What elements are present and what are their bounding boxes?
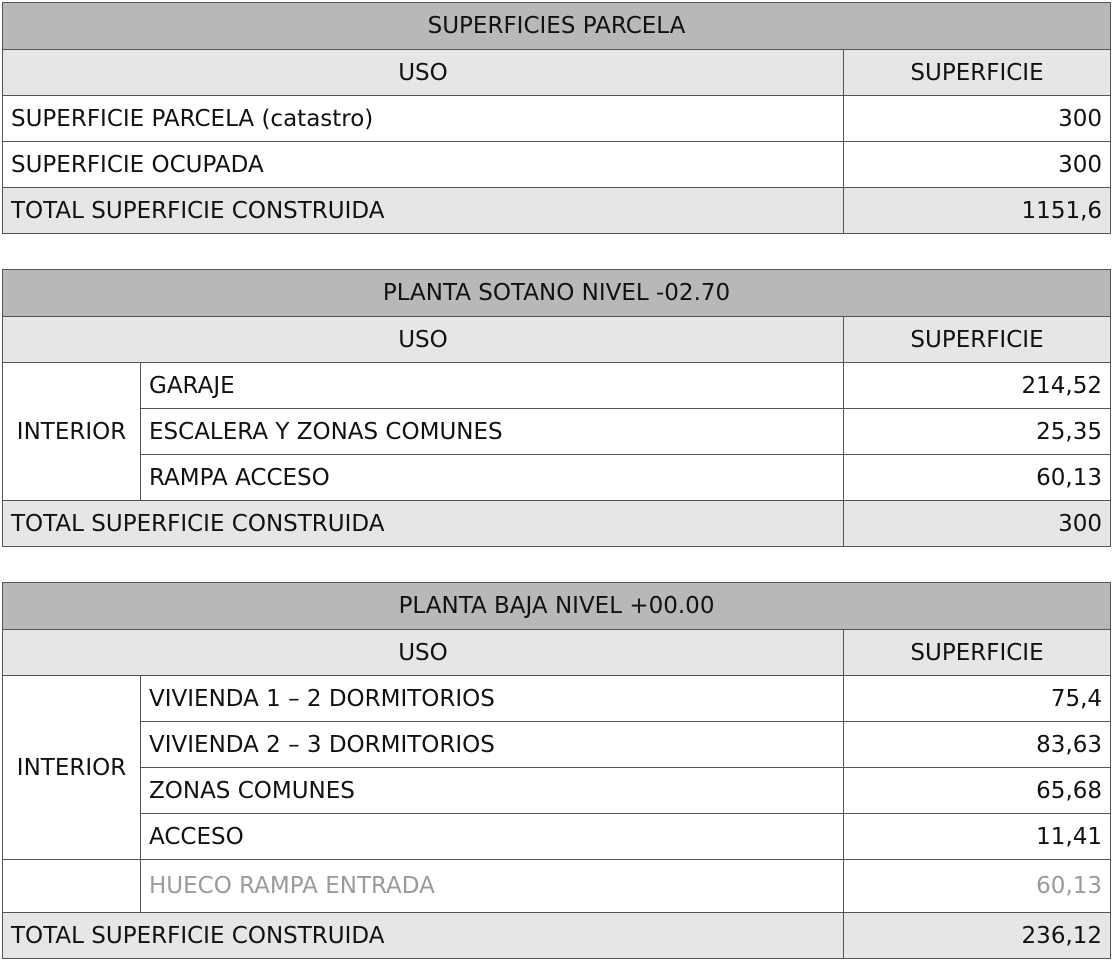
row-value: 25,35 (844, 409, 1111, 455)
table-row (3, 814, 1111, 860)
excluded-row (3, 860, 1111, 913)
table-header-row (3, 630, 1111, 676)
total-label: TOTAL SUPERFICIE CONSTRUIDA (3, 913, 844, 959)
table-row (3, 363, 1111, 409)
row-label: ACCESO (141, 814, 844, 860)
table-row (3, 676, 1111, 722)
row-label: ESCALERA Y ZONAS COMUNES (141, 409, 844, 455)
row-value: 75,4 (844, 676, 1111, 722)
row-label: HUECO RAMPA ENTRADA (141, 860, 844, 913)
total-label: TOTAL SUPERFICIE CONSTRUIDA (3, 501, 844, 547)
table-title-row (3, 3, 1111, 50)
table-header-row (3, 317, 1111, 363)
empty-cell (3, 860, 141, 913)
group-label: INTERIOR (3, 363, 141, 501)
row-label: SUPERFICIE OCUPADA (3, 142, 844, 188)
group-label: INTERIOR (3, 676, 141, 860)
column-header-uso: USO (3, 50, 844, 96)
column-header-uso: USO (3, 630, 844, 676)
table-title-row (3, 583, 1111, 630)
row-label: VIVIENDA 1 – 2 DORMITORIOS (141, 676, 844, 722)
table-row (3, 409, 1111, 455)
row-label: ZONAS COMUNES (141, 768, 844, 814)
column-header-superficie: SUPERFICIE (844, 317, 1111, 363)
table-row (3, 142, 1111, 188)
table-row (3, 455, 1111, 501)
table-row (3, 722, 1111, 768)
table-header-row (3, 50, 1111, 96)
row-value: 83,63 (844, 722, 1111, 768)
column-header-superficie: SUPERFICIE (844, 630, 1111, 676)
row-label: GARAJE (141, 363, 844, 409)
column-header-uso: USO (3, 317, 844, 363)
row-label: RAMPA ACCESO (141, 455, 844, 501)
total-row (3, 501, 1111, 547)
total-value: 236,12 (844, 913, 1111, 959)
total-row (3, 913, 1111, 959)
row-value: 300 (844, 142, 1111, 188)
table-title-row (3, 270, 1111, 317)
row-value: 65,68 (844, 768, 1111, 814)
sotano-table (2, 269, 1111, 547)
baja-table (2, 582, 1111, 959)
row-label: SUPERFICIE PARCELA (catastro) (3, 96, 844, 142)
table-title: PLANTA BAJA NIVEL +00.00 (3, 583, 1111, 630)
row-value: 11,41 (844, 814, 1111, 860)
total-row (3, 188, 1111, 234)
table-row (3, 768, 1111, 814)
table-title: PLANTA SOTANO NIVEL -02.70 (3, 270, 1111, 317)
parcela-table (2, 2, 1111, 234)
total-value: 300 (844, 501, 1111, 547)
column-header-superficie: SUPERFICIE (844, 50, 1111, 96)
table-title: SUPERFICIES PARCELA (3, 3, 1111, 50)
row-value: 60,13 (844, 455, 1111, 501)
table-row (3, 96, 1111, 142)
row-value: 300 (844, 96, 1111, 142)
row-label: VIVIENDA 2 – 3 DORMITORIOS (141, 722, 844, 768)
row-value: 214,52 (844, 363, 1111, 409)
total-value: 1151,6 (844, 188, 1111, 234)
row-value: 60,13 (844, 860, 1111, 913)
total-label: TOTAL SUPERFICIE CONSTRUIDA (3, 188, 844, 234)
